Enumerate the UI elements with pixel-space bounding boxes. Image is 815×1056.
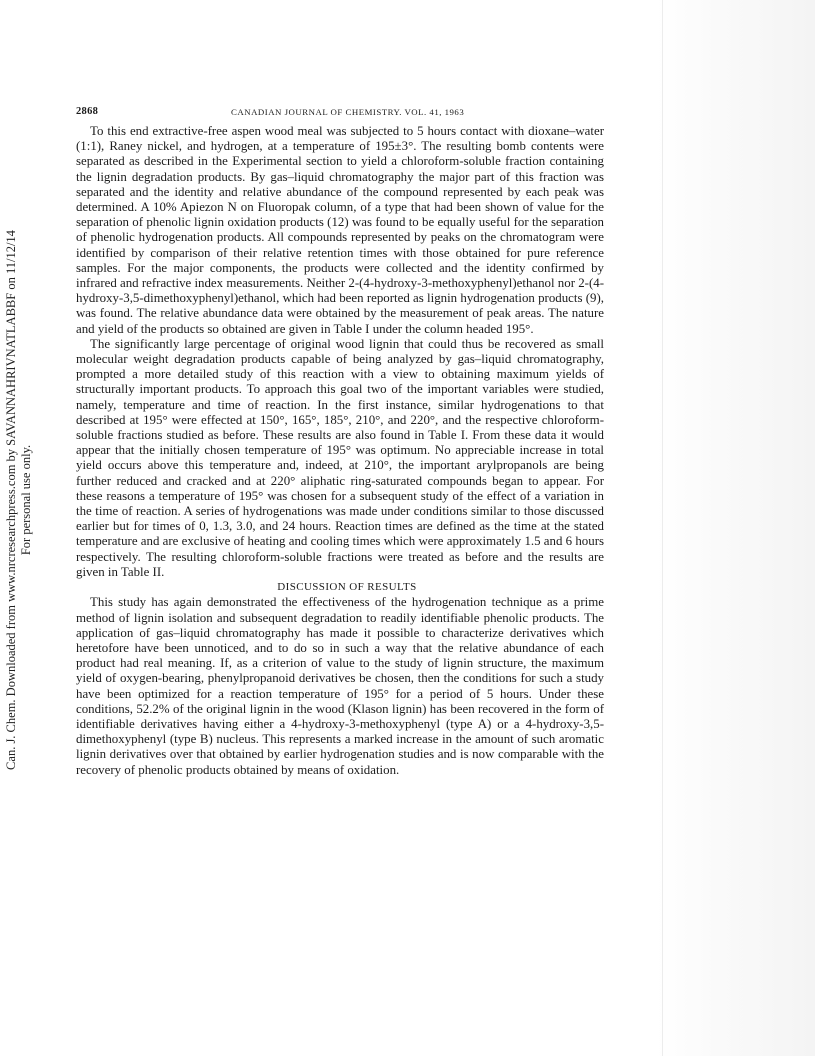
running-header xyxy=(76,106,606,120)
margin-note-line-2: For personal use only. xyxy=(19,444,33,556)
article-body xyxy=(76,124,604,778)
paragraph-experiment: To this end extractive-free aspen wood meal was subjected to 5 hours contact with dioxane–water (1:1), Raney nickel, and hydrogen, at a temperature of 195±3°. The resulting bomb contents were separated as described in the Experimental section to yield a chloroform-soluble fraction containing the lignin degradation products. By gas–liquid chromatography the major part of this fraction was separated and the identity and relative abundance of the compound represented by each peak was determined. A 10% Apiezon N on Fluoropak column, of a type that had been shown of value for the separation of phenolic lignin oxidation products (12) was found to be equally useful for the separation of phenolic hydrogenation products. All compounds represented by peaks on the chromatogram were identified by comparison of their relative retention times with those obtained for pure reference samples. For the major components, the products were collected and the identity confirmed by infrared and refractive index measurements. Neither 2-(4-hydroxy-3-methoxyphenyl)ethanol nor 2-(4-hydroxy-3,5-dimethoxyphenyl)ethanol, which had been reported as lignin hydrogenation products (9), was found. The relative abundance data were obtained by the measurement of peak areas. The nature and yield of the products so obtained are given in Table I under the column headed 195°. xyxy=(76,124,604,336)
paragraph-variables: The significantly large percentage of original wood lignin that could thus be recovered as small molecular weight degradation products capable of being analyzed by gas–liquid chromatography, prompted a more detailed study of this reaction with a view to obtaining maximum yields of structurally important products. To approach this goal two of the important variables were studied, namely, temperature and time of reaction. In the first instance, similar hydrogenations to that described at 195° were effected at 150°, 165°, 185°, 210°, and 220°, and the respective chloroform-soluble fractions studied as before. These results are also found in Table I. From these data it would appear that the initially chosen temperature of 195° was optimum. No appreciable increase in total yield occurs above this temperature and, indeed, at 210°, the important arylpropanols are being further reduced and cracked and at 220° aliphatic ring-saturated compounds began to appear. For these reasons a temperature of 195° was chosen for a subsequent study of the effect of a variation in the time of reaction. A series of hydrogenations was made under conditions similar to those discussed earlier but for times of 0, 1.3, 3.0, and 24 hours. Reaction times are defined as the time at the stated temperature and are exclusive of heating and cooling times which were approximately 1.5 and 6 hours respectively. The resulting chloroform-soluble fractions were treated as before and the results are given in Table II. xyxy=(76,336,604,579)
scan-edge-line xyxy=(662,0,663,1056)
paragraph-discussion: This study has again demonstrated the effectiveness of the hydrogenation technique as a prime method of lignin isolation and subsequent degradation to readily identifiable phenolic products. The application of gas–liquid chromatography has made it possible to characterize derivatives which heretofore have been unnoticed, and to do so in such a way that the relative abundance of each product had real meaning. If, as a criterion of value to the study of lignin structure, the maximum yield of oxygen-bearing, phenylpropanoid derivatives be chosen, then the conditions for such a study have been optimized for a reaction temperature of 195° for a period of 5 hours. Under these conditions, 52.2% of the original lignin in the wood (Klason lignin) has been recovered in the form of identifiable derivatives having either a 4-hydroxy-3-methoxyphenyl (type A) or a 4-hydroxy-3,5-dimethoxyphenyl (type B) nucleus. This represents a marked increase in the amount of such aromatic lignin derivatives over that obtained by earlier hydrogenation studies and is now comparable with the recovery of phenolic products obtained by means of oxidation. xyxy=(76,595,604,777)
section-heading: DISCUSSION OF RESULTS xyxy=(277,581,417,594)
margin-note-line-1: Can. J. Chem. Downloaded from www.nrcresearchpress.com by SAVANNAHRIVNATLABBF on 11/12/14 xyxy=(4,230,18,770)
scan-edge-shadow xyxy=(655,0,815,1056)
download-margin-note xyxy=(4,180,34,820)
page-number: 2868 xyxy=(76,106,99,117)
journal-title: CANADIAN JOURNAL OF CHEMISTRY. VOL. 41, 1963 xyxy=(231,107,465,117)
